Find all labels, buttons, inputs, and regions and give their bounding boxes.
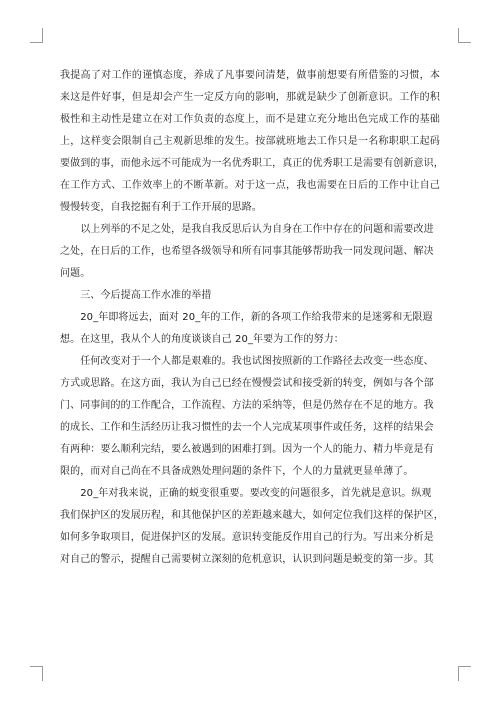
text-line: 以上列举的不足之处，是我自我反思后认为自身在工作中存在的问题和需要改进 [60,224,434,235]
text-line: 想。在这里，我从个人的角度谈谈自己 20_年要为工作的努力： [60,334,344,345]
text-line: 来这是件好事，但是却会产生一定反方向的影响，那就是缺少了创新意识。工作的积 [60,92,440,103]
crop-mark-bottom-left [30,666,43,681]
paragraph-continuation [60,65,444,219]
text-line: 限的，而对自己尚在不具备成熟处理问题的条件下，个人的力量就更显单薄了。 [60,466,414,477]
text-line: 上，这样变会限制自己主观新思维的发生。按部就班地去工作只是一名称职职工起码 [60,136,440,147]
text-line: 问题。 [60,268,91,279]
text-line: 20_年对我来说，正确的蜕变很重要。要改变的问题很多，首先就是意识。纵观 [60,488,432,499]
text-line: 任何改变对于一个人都是艰难的。我也试图按照新的工作路径去改变一些态度、 [60,356,434,367]
text-line: 我提高了对工作的谨慎态度，养成了凡事要问清楚，做事前想要有所借鉴的习惯，本 [60,70,440,81]
document-body [60,65,444,571]
text-line: 极性和主动性是建立在对工作负责的态度上，而不是建立充分地出色完成工作的基础 [60,114,440,125]
paragraph-transformation [60,483,444,571]
crop-mark-top-right [458,28,471,43]
text-line: 的成长、工作和生活经历让我习惯性的去一个人完成某项事件或任务，这样的结果会 [60,422,434,433]
text-line: 慢慢转变，自我挖掘有利于工作开展的思路。 [60,202,262,213]
text-line: 对自己的警示，提醒自己需要树立深刻的危机意识，认识到问题是蜕变的第一步。其 [60,554,434,565]
text-line: 有两种：要么顺利完结，要么被遇到的困难打到。因为一个人的能力、精力毕竟是有 [60,444,434,455]
text-line: 在工作方式、工作效率上的不断革新。对于这一点，我也需要在日后的工作中让自己 [60,180,440,191]
text-line: 我们保护区的发展历程，和其他保护区的差距越来越大，如何定位我们这样的保护区， [60,510,444,521]
crop-mark-top-left [30,28,43,43]
paragraph-shortcomings [60,219,440,285]
crop-mark-bottom-right [458,666,471,681]
text-line: 方式或思路。在这方面，我认为自己已经在慢慢尝试和接受新的转变，例如与各个部 [60,378,434,389]
section-heading [60,285,440,307]
paragraph-year-outlook [60,307,440,351]
paragraph-change [60,351,440,483]
text-line: 20_年即将远去，面对 20_年的工作，新的各项工作给我带来的是迷雾和无限遐 [60,312,433,323]
text-line: 之处，在日后的工作，也希望各级领导和所有同事其能够帮助我一同发现问题、解决 [60,246,434,257]
text-line: 如何多争取项目，促进保护区的发展。意识转变能反作用自己的行为。写出来分析是 [60,532,434,543]
heading-text: 三、今后提高工作水准的举措 [60,290,212,301]
text-line: 门、同事间的的工作配合，工作流程、方法的采纳等，但是仍然存在不足的地方。我 [60,400,434,411]
text-line: 要做到的事，而他永远不可能成为一名优秀职工，真正的优秀职工是需要有创新意识， [60,158,444,169]
